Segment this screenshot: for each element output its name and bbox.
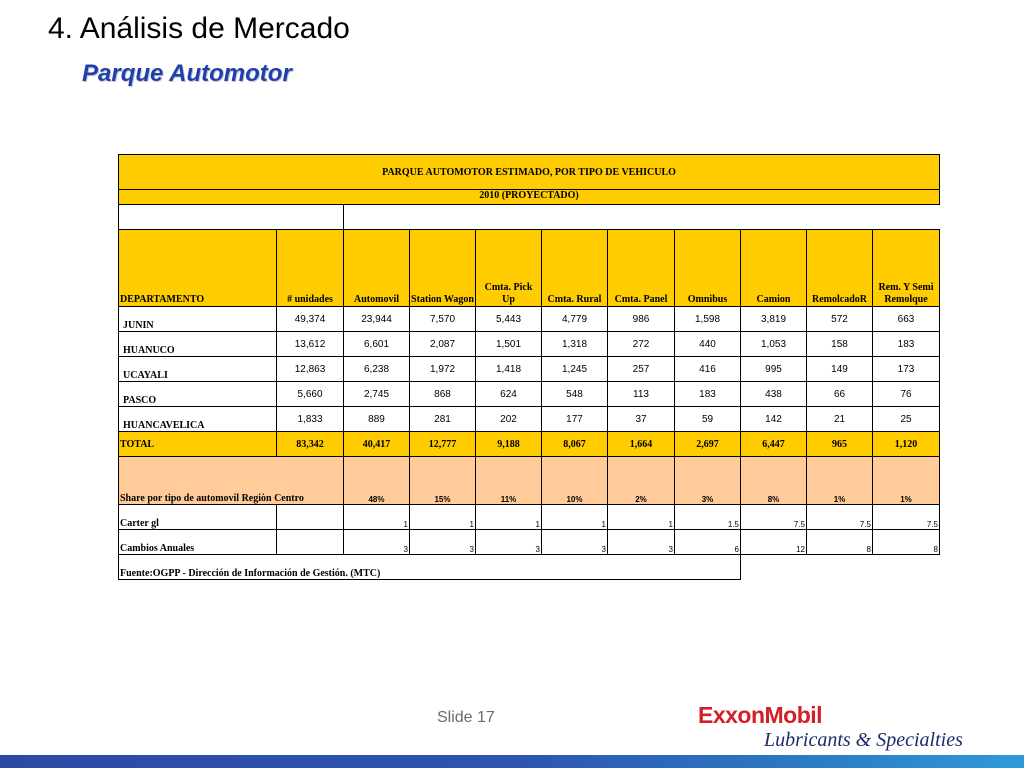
- cell: 8%: [741, 457, 807, 505]
- cell: 21: [807, 407, 873, 432]
- cell: 2,745: [344, 382, 410, 407]
- cell: 13,612: [277, 332, 344, 357]
- cell: 1,318: [542, 332, 608, 357]
- cell: 1%: [873, 457, 940, 505]
- total-row: [119, 432, 940, 457]
- cell: 965: [807, 432, 873, 457]
- bottom-bar: [0, 755, 1024, 768]
- cell: 1: [608, 505, 675, 530]
- header-semi-remolque: Rem. Y Semi Remolque: [873, 230, 940, 307]
- cell: 663: [873, 307, 940, 332]
- cell: 3: [344, 530, 410, 555]
- cell: 183: [675, 382, 741, 407]
- cell: 6: [675, 530, 741, 555]
- blank-area: [344, 205, 940, 230]
- blank-cell: [119, 205, 344, 230]
- cell: 202: [476, 407, 542, 432]
- slide-subtitle: Parque Automotor: [82, 60, 292, 87]
- cell: 889: [344, 407, 410, 432]
- cell: 8,067: [542, 432, 608, 457]
- cell: 1: [476, 505, 542, 530]
- cell: 272: [608, 332, 675, 357]
- cell: [277, 505, 344, 530]
- table-title: PARQUE AUTOMOTOR ESTIMADO, POR TIPO DE VEHICULO: [119, 155, 940, 190]
- blank-area: [741, 555, 940, 580]
- slide-number: Slide 17: [437, 709, 495, 726]
- cell: 1,418: [476, 357, 542, 382]
- cell: 1,120: [873, 432, 940, 457]
- header-remolcador: RemolcadoR: [807, 230, 873, 307]
- cell: 66: [807, 382, 873, 407]
- cell: 4,779: [542, 307, 608, 332]
- cell: 15%: [410, 457, 476, 505]
- exxonmobil-logo: ExxonMobil: [698, 702, 823, 728]
- row-name: HUANCAVELICA: [119, 407, 277, 432]
- cell: 40,417: [344, 432, 410, 457]
- cell: 59: [675, 407, 741, 432]
- cell: 7,570: [410, 307, 476, 332]
- carter-row: [119, 505, 940, 530]
- row-name: PASCO: [119, 382, 277, 407]
- cell: 3%: [675, 457, 741, 505]
- cell: 83,342: [277, 432, 344, 457]
- cell: 7.5: [741, 505, 807, 530]
- cell: 76: [873, 382, 940, 407]
- cell: 142: [741, 407, 807, 432]
- cell: 1%: [807, 457, 873, 505]
- cell: 10%: [542, 457, 608, 505]
- cell: 995: [741, 357, 807, 382]
- cell: 37: [608, 407, 675, 432]
- cell: 3,819: [741, 307, 807, 332]
- cell: 2,087: [410, 332, 476, 357]
- cell: 1,053: [741, 332, 807, 357]
- source-note: Fuente:OGPP - Dirección de Información de Gestión. (MTC): [119, 555, 741, 580]
- header-camion: Camion: [741, 230, 807, 307]
- header-omnibus: Omnibus: [675, 230, 741, 307]
- table-row: [119, 357, 940, 382]
- table-row: [119, 332, 940, 357]
- cell: 257: [608, 357, 675, 382]
- cell: 183: [873, 332, 940, 357]
- cell: 3: [410, 530, 476, 555]
- cell: 1,245: [542, 357, 608, 382]
- cell: 7.5: [807, 505, 873, 530]
- cell: 12,777: [410, 432, 476, 457]
- header-automovil: Automovil: [344, 230, 410, 307]
- cell: 9,188: [476, 432, 542, 457]
- cell: 149: [807, 357, 873, 382]
- cell: 6,601: [344, 332, 410, 357]
- cell: 440: [675, 332, 741, 357]
- cell: 1,664: [608, 432, 675, 457]
- cell: 2%: [608, 457, 675, 505]
- cell: 173: [873, 357, 940, 382]
- total-label: TOTAL: [119, 432, 277, 457]
- row-name: JUNIN: [119, 307, 277, 332]
- row-name: HUANUCO: [119, 332, 277, 357]
- cell: 572: [807, 307, 873, 332]
- table-row: [119, 307, 940, 332]
- cell: 5,660: [277, 382, 344, 407]
- cell: 1: [410, 505, 476, 530]
- cell: 2,697: [675, 432, 741, 457]
- cell: 986: [608, 307, 675, 332]
- cell: 438: [741, 382, 807, 407]
- cell: 48%: [344, 457, 410, 505]
- cell: 1.5: [675, 505, 741, 530]
- cell: 158: [807, 332, 873, 357]
- cell: 11%: [476, 457, 542, 505]
- cell: 6,238: [344, 357, 410, 382]
- cell: 1: [542, 505, 608, 530]
- cell: 5,443: [476, 307, 542, 332]
- cell: 548: [542, 382, 608, 407]
- table-row: [119, 407, 940, 432]
- cell: 49,374: [277, 307, 344, 332]
- cell: 1,598: [675, 307, 741, 332]
- parque-automotor-table: [118, 154, 940, 580]
- logo-tagline: Lubricants & Specialties: [764, 729, 963, 751]
- cell: 23,944: [344, 307, 410, 332]
- cambios-label: Cambios Anuales: [119, 530, 277, 555]
- cell: 1: [344, 505, 410, 530]
- table-row: [119, 382, 940, 407]
- cell: 177: [542, 407, 608, 432]
- cambios-row: [119, 530, 940, 555]
- cell: 624: [476, 382, 542, 407]
- cell: [277, 530, 344, 555]
- header-rural: Cmta. Rural: [542, 230, 608, 307]
- cell: 1,501: [476, 332, 542, 357]
- cell: 25: [873, 407, 940, 432]
- header-departamento: DEPARTAMENTO: [119, 230, 277, 307]
- cell: 3: [608, 530, 675, 555]
- cell: 7.5: [873, 505, 940, 530]
- cell: 8: [873, 530, 940, 555]
- table-year: 2010 (PROYECTADO): [119, 190, 940, 205]
- cell: 3: [476, 530, 542, 555]
- share-label: Share por tipo de automovil Regiòn Centro: [119, 457, 344, 505]
- header-unidades: # unidades: [277, 230, 344, 307]
- cell: 3: [542, 530, 608, 555]
- cell: 1,833: [277, 407, 344, 432]
- cell: 416: [675, 357, 741, 382]
- share-row: [119, 457, 940, 505]
- cell: 12,863: [277, 357, 344, 382]
- cell: 6,447: [741, 432, 807, 457]
- cell: 12: [741, 530, 807, 555]
- cell: 113: [608, 382, 675, 407]
- cell: 1,972: [410, 357, 476, 382]
- carter-label: Carter gl: [119, 505, 277, 530]
- header-pick-up: Cmta. Pick Up: [476, 230, 542, 307]
- row-name: UCAYALI: [119, 357, 277, 382]
- source-row: [119, 555, 940, 580]
- cell: 281: [410, 407, 476, 432]
- slide-title: 4. Análisis de Mercado: [48, 12, 350, 45]
- cell: 868: [410, 382, 476, 407]
- cell: 8: [807, 530, 873, 555]
- header-station-wagon: Station Wagon: [410, 230, 476, 307]
- header-panel: Cmta. Panel: [608, 230, 675, 307]
